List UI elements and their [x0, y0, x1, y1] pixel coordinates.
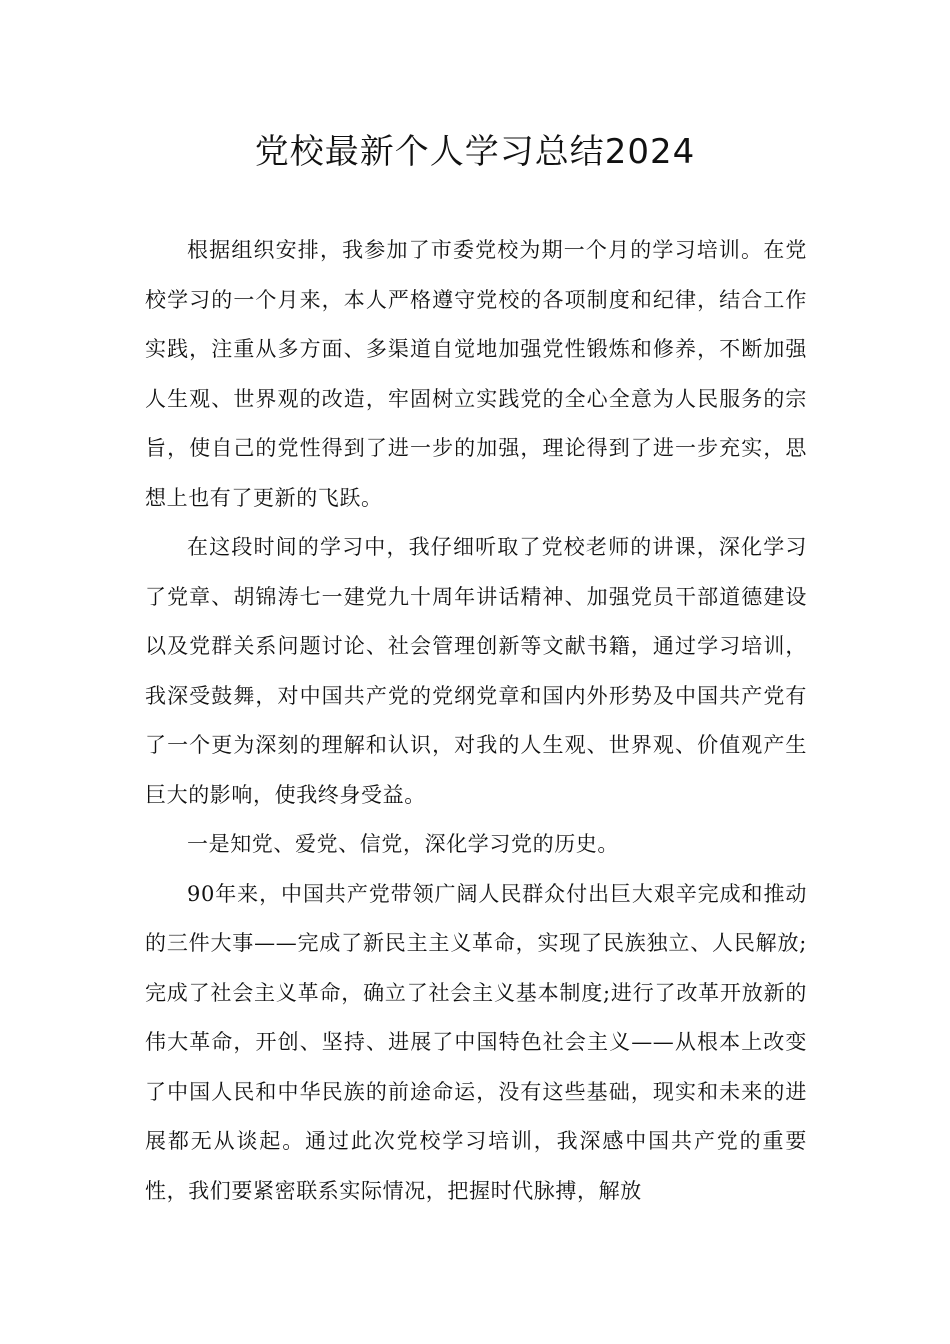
document-title: 党校最新个人学习总结2024: [254, 132, 696, 172]
paragraph-2: 在这段时间的学习中，我仔细听取了党校老师的讲课，深化学习了党章、胡锦涛七一建党九十周年讲话精神、加强党员干部道德建设以及党群关系问题讨论、社会管理创新等文献书籍，通过学习培训，我深受鼓舞，对中国共产党的党纲党章和国内外形势及中国共产党有了一个更为深刻的理解和认识，对我的人生观、世界观、价值观产生巨大的影响，使我终身受益。: [145, 535, 807, 807]
paragraph-4: 90年来，中国共产党带领广阔人民群众付出巨大艰辛完成和推动的三件大事——完成了新民主主义革命，实现了民族独立、人民解放;完成了社会主义革命，确立了社会主义基本制度;进行了改革开放新的伟大革命，开创、坚持、进展了中国特色社会主义——从根本上改变了中国人民和中华民族的前途命运，没有这些基础，现实和未来的进展都无从谈起。通过此次党校学习培训，我深感中国共产党的重要性，我们要紧密联系实际情况，把握时代脉搏，解放: [145, 881, 807, 1203]
document-body: [145, 226, 807, 1216]
paragraph-3: 一是知党、爱党、信党，深化学习党的历史。: [187, 832, 619, 856]
paragraph-1: 根据组织安排，我参加了市委党校为期一个月的学习培训。在党校学习的一个月来，本人严格遵守党校的各项制度和纪律，结合工作实践，注重从多方面、多渠道自觉地加强党性锻炼和修养，不断加强人生观、世界观的改造，牢固树立实践党的全心全意为人民服务的宗旨，使自己的党性得到了进一步的加强，理论得到了进一步充实，思想上也有了更新的飞跃。: [145, 238, 807, 510]
